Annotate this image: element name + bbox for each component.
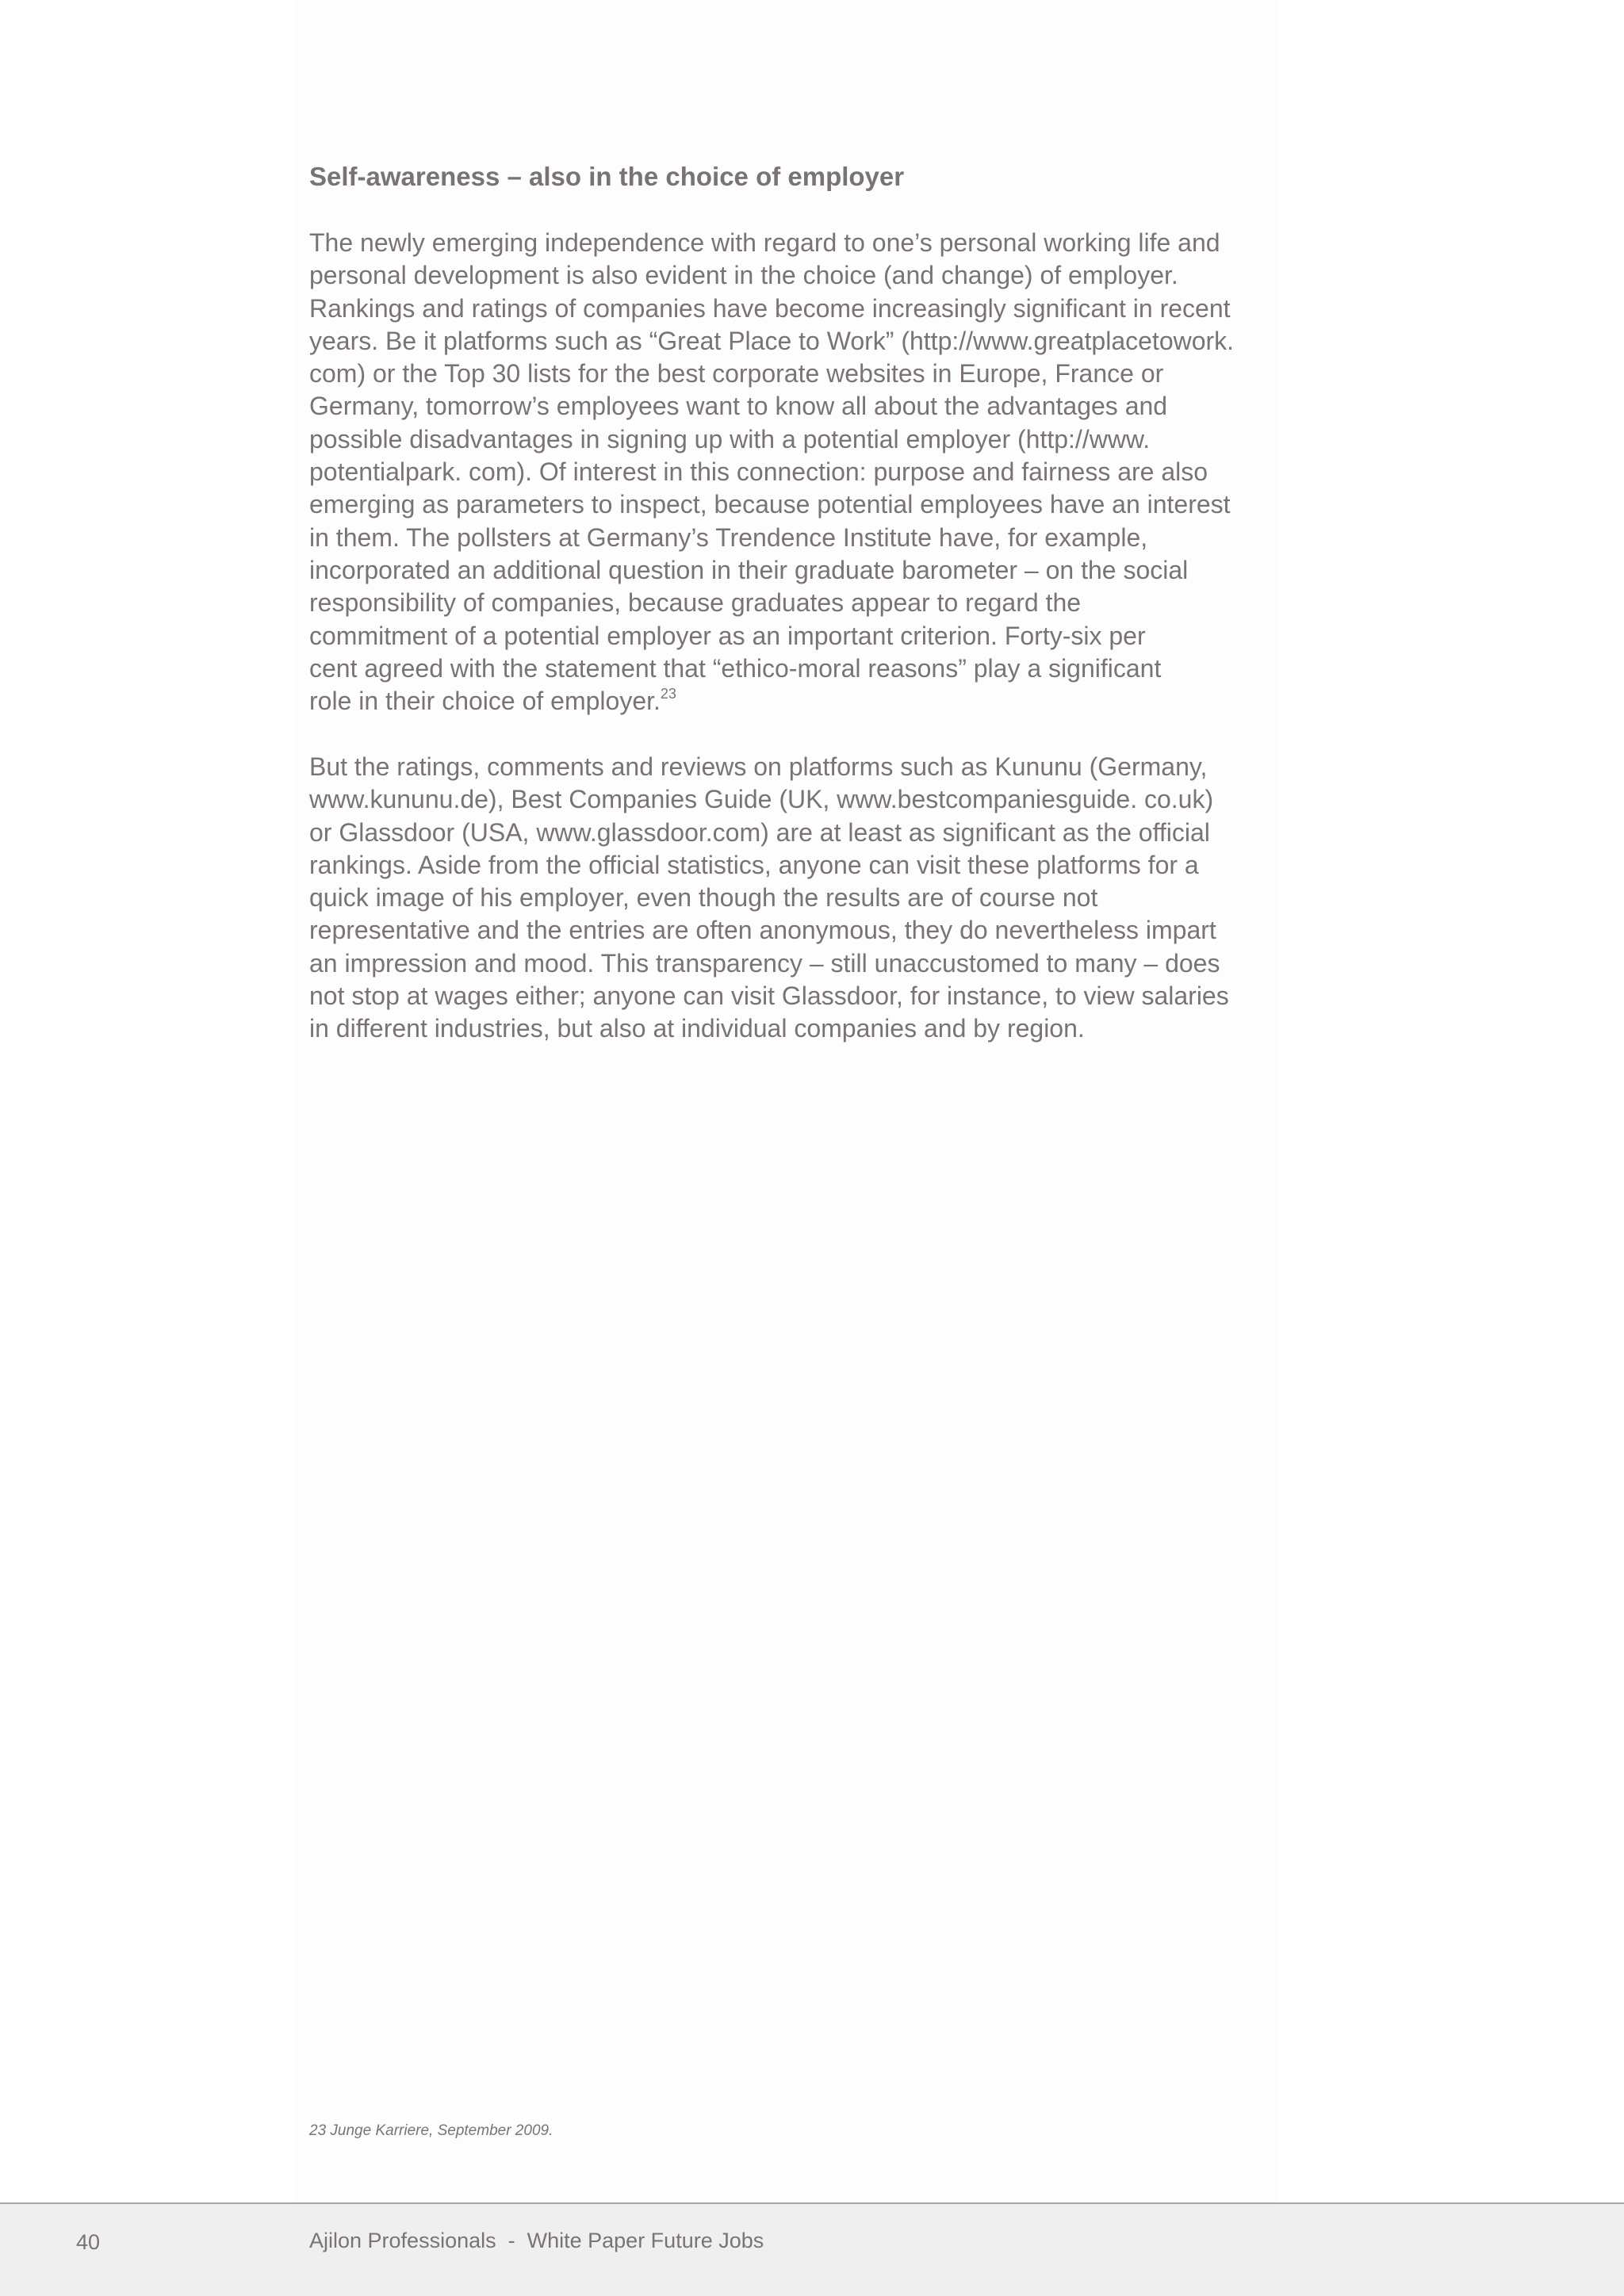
paragraph-line: The newly emerging independence with regard to one’s personal working life and: [309, 228, 1220, 257]
paragraph-line: But the ratings, comments and reviews on platforms such as Kununu (Germany,: [309, 752, 1208, 781]
body-paragraph-1: [309, 227, 1269, 718]
paragraph-line: quick image of his employer, even though the results are of course not: [309, 883, 1098, 913]
paragraph-line: Rankings and ratings of companies have become increasingly significant in recent: [309, 293, 1231, 323]
paragraph-line: an impression and mood. This transparency – still unaccustomed to many – does: [309, 948, 1220, 978]
paragraph-line: cent agreed with the statement that “ethico-moral reasons” play a significant: [309, 653, 1162, 683]
paragraph-line: Germany, tomorrow’s employees want to know all about the advantages and: [309, 392, 1168, 421]
paragraph-line: potentialpark. com). Of interest in this connection: purpose and fairness are also: [309, 457, 1208, 487]
paragraph-line: or Glassdoor (USA, www.glassdoor.com) are at least as significant as the official: [309, 817, 1210, 847]
paragraph-line: rankings. Aside from the official statistics, anyone can visit these platforms for a: [309, 850, 1199, 879]
paragraph-line: in them. The pollsters at Germany’s Trendence Institute have, for example,: [309, 522, 1148, 552]
paragraph-line: www.kununu.de), Best Companies Guide (UK, www.bestcompaniesguide. co.uk): [309, 785, 1214, 814]
paragraph-line: incorporated an additional question in their graduate barometer – on the social: [309, 555, 1189, 584]
footnote: 23 Junge Karriere, September 2009.: [309, 2122, 553, 2139]
paragraph-line: commitment of a potential employer as an important criterion. Forty-six per: [309, 621, 1146, 650]
paragraph-line: possible disadvantages in signing up with a potential employer (http://www.: [309, 424, 1151, 453]
paragraph-line-last: [309, 685, 1269, 718]
paragraph-line: personal development is also evident in the choice (and change) of employer.: [309, 261, 1178, 290]
paragraph-line: representative and the entries are often anonymous, they do nevertheless impart: [309, 916, 1216, 945]
paragraph-line: not stop at wages either; anyone can visit Glassdoor, for instance, to view salaries: [309, 982, 1229, 1011]
footer-publication-title: Ajilon Professionals - White Paper Future Jobs: [309, 2229, 764, 2252]
footnote-reference: 23: [660, 686, 676, 702]
footer-bar: [0, 2202, 1624, 2296]
body-paragraph-2: [309, 751, 1269, 1046]
paragraph-line: responsibility of companies, because graduates appear to regard the: [309, 588, 1082, 618]
paragraph-line: in different industries, but also at individual companies and by region.: [309, 1014, 1085, 1043]
page-number: 40: [76, 2230, 101, 2254]
paragraph-line: emerging as parameters to inspect, because potential employees have an interest: [309, 490, 1231, 519]
paragraph-line-text: role in their choice of employer.: [309, 687, 661, 716]
paragraph-line: com) or the Top 30 lists for the best corporate websites in Europe, France or: [309, 359, 1164, 388]
paragraph-line: years. Be it platforms such as “Great Place to Work” (http://www.greatplacetowork.: [309, 326, 1235, 355]
section-heading: Self-awareness – also in the choice of employer: [309, 162, 905, 191]
